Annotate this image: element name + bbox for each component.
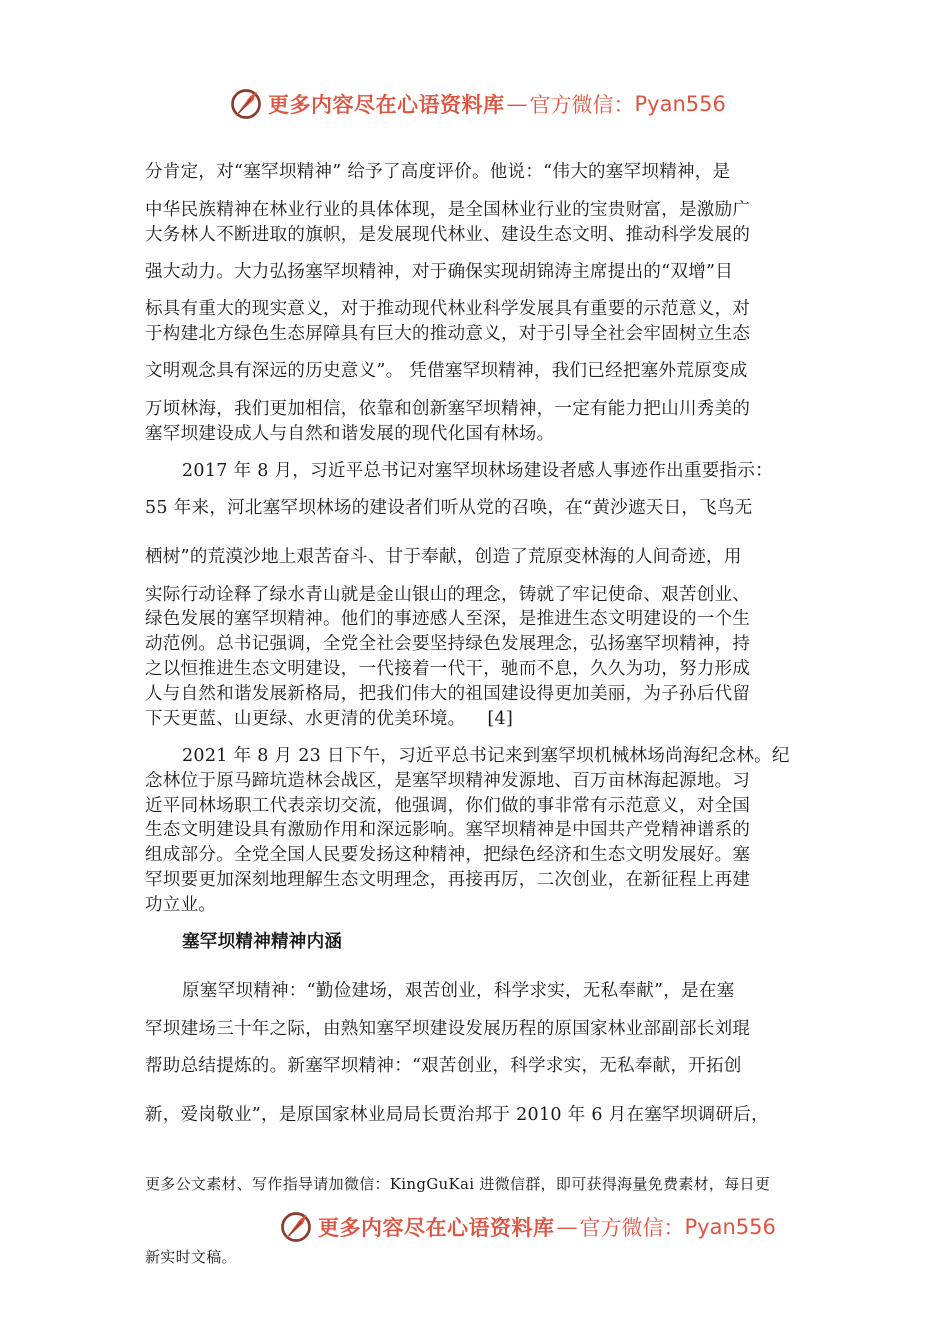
text-line: 于构建北方绿色生态屏障具有巨大的推动意义，对于引导全社会牢固树立生态 xyxy=(145,324,751,344)
text-line: 帮助总结提炼的。新塞罕坝精神：“艰苦创业，科学求实，无私奉献，开拓创 xyxy=(145,1056,742,1076)
text-line: 文明观念具有深远的历史意义”。 凭借塞罕坝精神，我们已经把塞外荒原变成 xyxy=(145,361,748,381)
text-line: 近平同林场职工代表亲切交流，他强调，你们做的事非常有示范意义，对全国 xyxy=(145,796,751,816)
banner-wechat-id: Pyan556 xyxy=(684,1215,776,1239)
text-line: 实际行动诠释了绿水青山就是金山银山的理念，铸就了牢记使命、艰苦创业、 xyxy=(145,585,751,605)
text-line: 栖树”的荒漠沙地上艰苦奋斗、甘于奉献，创造了荒原变林海的人间奇迹，用 xyxy=(145,547,742,567)
text-line: 标具有重大的现实意义，对于推动现代林业科学发展具有重要的示范意义，对 xyxy=(145,299,751,319)
text-line: 分肯定，对“塞罕坝精神” 给予了高度评价。他说：“伟大的塞罕坝精神，是 xyxy=(145,162,731,182)
text-line xyxy=(145,707,815,731)
text-line: 罕坝建场三十年之际，由熟知塞罕坝建设发展历程的原国家林业部副部长刘琨 xyxy=(145,1019,751,1039)
footer-note-end: 新实时文稿。 xyxy=(145,1248,237,1266)
text-line: 大务林人不断进取的旗帜，是发展现代林业、建设生态文明、推动科学发展的 xyxy=(145,225,751,245)
text-line: 功立业。 xyxy=(145,895,217,915)
text-line: 生态文明建设具有激励作用和深远影响。塞罕坝精神是中国共产党精神谱系的 xyxy=(145,820,751,840)
banner-title: 更多内容尽在心语资料库 xyxy=(268,92,505,117)
banner-separator: — xyxy=(506,92,528,116)
banner-title: 更多内容尽在心语资料库 xyxy=(318,1215,555,1240)
text-line: 绿色发展的塞罕坝精神。他们的事迹感人至深，是推进生态文明建设的一个生 xyxy=(145,609,751,629)
text-line: 之以恒推进生态文明建设，一代接着一代干，驰而不息，久久为功，努力形成 xyxy=(145,659,751,679)
text-line: 塞罕坝建设成人与自然和谐发展的现代化国有林场。 xyxy=(145,424,555,444)
text-line: 动范例。总书记强调，全党全社会要坚持绿色发展理念，弘扬塞罕坝精神，持 xyxy=(145,634,751,654)
text-line: 新，爱岗敬业”，是原国家林业局局长贾治邦于 2010 年 6 月在塞罕坝调研后， xyxy=(145,1105,769,1125)
footer-note: 更多公文素材、写作指导请加微信：KingGuKai 进微信群，即可获得海量免费素材，每日更 xyxy=(145,1175,771,1193)
banner-separator: — xyxy=(556,1215,578,1239)
banner-wechat-label: 官方微信： xyxy=(529,93,635,117)
text-line-content: 下天更蓝、山更绿、水更清的优美环境。 xyxy=(145,709,466,729)
text-line: 原塞罕坝精神：“勤俭建场，艰苦创业，科学求实，无私奉献”，是在塞 xyxy=(182,981,735,1001)
text-line: 2021 年 8 月 23 日下午，习近平总书记来到塞罕坝机械林场尚海纪念林。纪 xyxy=(182,746,790,766)
banner-wechat-label: 官方微信： xyxy=(579,1216,685,1240)
text-line: 罕坝要更加深刻地理解生态文明理念，再接再厉，二次创业，在新征程上再建 xyxy=(145,870,751,890)
text-line: 2017 年 8 月，习近平总书记对塞罕坝林场建设者感人事迹作出重要指示： xyxy=(182,461,773,481)
header-banner xyxy=(228,86,726,122)
citation-reference[interactable]: [4] xyxy=(487,709,514,729)
text-line: 组成部分。全党全国人民要发扬这种精神，把绿色经济和生态文明发展好。塞 xyxy=(145,845,751,865)
quill-logo-icon xyxy=(278,1209,314,1245)
section-heading: 塞罕坝精神精神内涵 xyxy=(182,932,343,952)
quill-logo-icon xyxy=(228,86,264,122)
text-line: 万顷林海，我们更加相信，依靠和创新塞罕坝精神，一定有能力把山川秀美的 xyxy=(145,399,751,419)
text-line: 人与自然和谐发展新格局，把我们伟大的祖国建设得更加美丽，为子孙后代留 xyxy=(145,684,751,704)
footer-banner xyxy=(278,1209,776,1245)
text-line: 中华民族精神在林业行业的具体体现，是全国林业行业的宝贵财富，是激励广 xyxy=(145,200,751,220)
text-line: 念林位于原马蹄坑造林会战区，是塞罕坝精神发源地、百万亩林海起源地。习 xyxy=(145,771,751,791)
banner-wechat-id: Pyan556 xyxy=(634,92,726,116)
text-line: 55 年来，河北塞罕坝林场的建设者们听从党的召唤，在“黄沙遮天日，飞鸟无 xyxy=(145,498,753,518)
text-line: 强大动力。大力弘扬塞罕坝精神，对于确保实现胡锦涛主席提出的“双增”目 xyxy=(145,262,734,282)
